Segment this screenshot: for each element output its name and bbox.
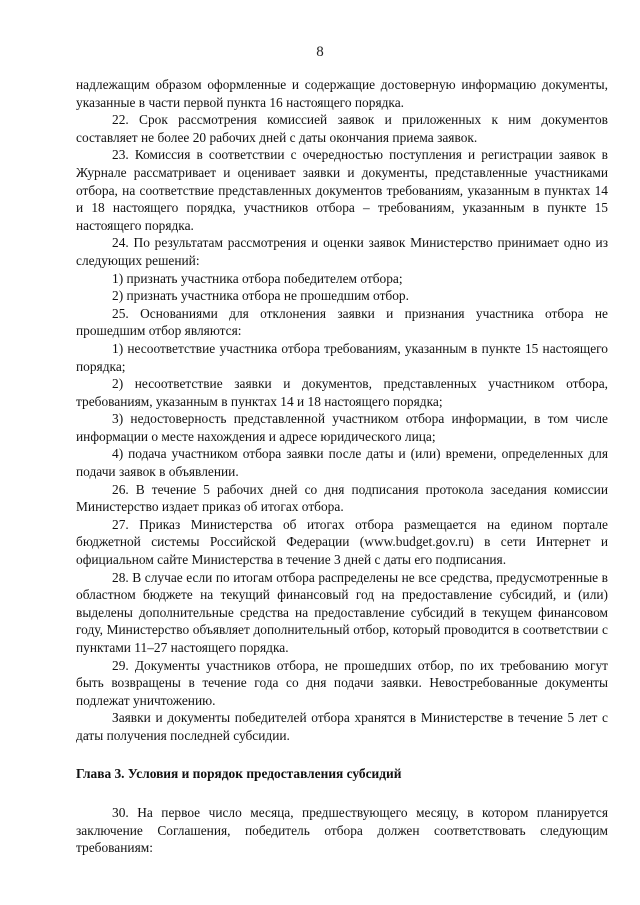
paragraph-24: 24. По результатам рассмотрения и оценки заявок Министерство принимает одно из следующих решений: [76,235,608,268]
paragraph-24-item-1: 1) признать участника отбора победителем отбора; [112,270,403,286]
page-number: 8 [316,44,324,60]
paragraph-27: 27. Приказ Министерства об итогах отбора размещается на едином портале бюджетной системы Российской Федерации (www.budget.gov.ru) в сети Интернет и официальном сайте Министерства в течение 3 дней с даты его подписания. [76,516,608,568]
paragraph-30: 30. На первое число месяца, предшествующего месяцу, в котором планируется заключение Соглашения, победитель отбора должен соответствовать следующим требованиям: [76,805,608,856]
paragraph-28: 28. В случае если по итогам отбора распределены не все средства, предусмотренные в областном бюджете на текущий финансовый год на предоставление субсидий, и (или) выделены дополнительные средства на предоставление субсидий в текущем финансовом году, Министерство объявляет дополнительный отбор, который проводится в соответствии с пунктами 11–27 настоящего порядка. [76,569,608,655]
paragraph-23: 23. Комиссия в соответствии с очередностью поступления и регистрации заявок в Журнале рассматривает и оценивает заявки и документы, представленные участниками отбора, на соответствие представленных документов требованиям, указанным в пунктах 14 и 18 настоящего порядка, участников отбора – требованиям, указанным в пункте 15 настоящего порядка. [76,147,608,233]
paragraph-24-item-2: 2) признать участника отбора не прошедшим отбор. [112,288,409,304]
paragraph-22: 22. Срок рассмотрения комиссией заявок и приложенных к ним документов составляет не более 20 рабочих дней с даты окончания приема заявок. [76,112,608,145]
document-body [76,76,608,857]
paragraph-26: 26. В течение 5 рабочих дней со дня подписания протокола заседания комиссии Министерство издает приказ об итогах отбора. [76,481,608,515]
paragraph-25: 25. Основаниями для отклонения заявки и признания участника отбора не прошедшим отбор являются: [76,305,608,339]
paragraph-29: 29. Документы участников отбора, не прошедших отбор, по их требованию могут быть возвращены в течение года со дня подачи заявки. Невостребованные документы подлежат уничтожению. [76,657,608,708]
chapter-heading: Глава 3. Условия и порядок предоставления субсидий [76,765,402,781]
paragraph-25-item-3: 3) недостоверность представленной участником отбора информации, в том числе информации о месте нахождения и адресе юридического лица; [76,411,608,444]
paragraph-storage: Заявки и документы победителей отбора хранятся в Министерстве в течение 5 лет с даты получения последней субсидии. [76,710,608,743]
paragraph-25-item-4: 4) подача участником отбора заявки после даты и (или) времени, определенных для подачи заявок в объявлении. [76,446,608,480]
paragraph-25-item-2: 2) несоответствие заявки и документов, представленных участником отбора, требованиям, указанным в пунктах 14 и 18 настоящего порядка; [76,376,608,409]
paragraph-25-item-1: 1) несоответствие участника отбора требованиям, указанным в пункте 15 настоящего порядка; [76,340,608,374]
paragraph-continuation: надлежащим образом оформленные и содержащие достоверную информацию документы, указанные в части первой пункта 16 настоящего порядка. [76,77,608,110]
